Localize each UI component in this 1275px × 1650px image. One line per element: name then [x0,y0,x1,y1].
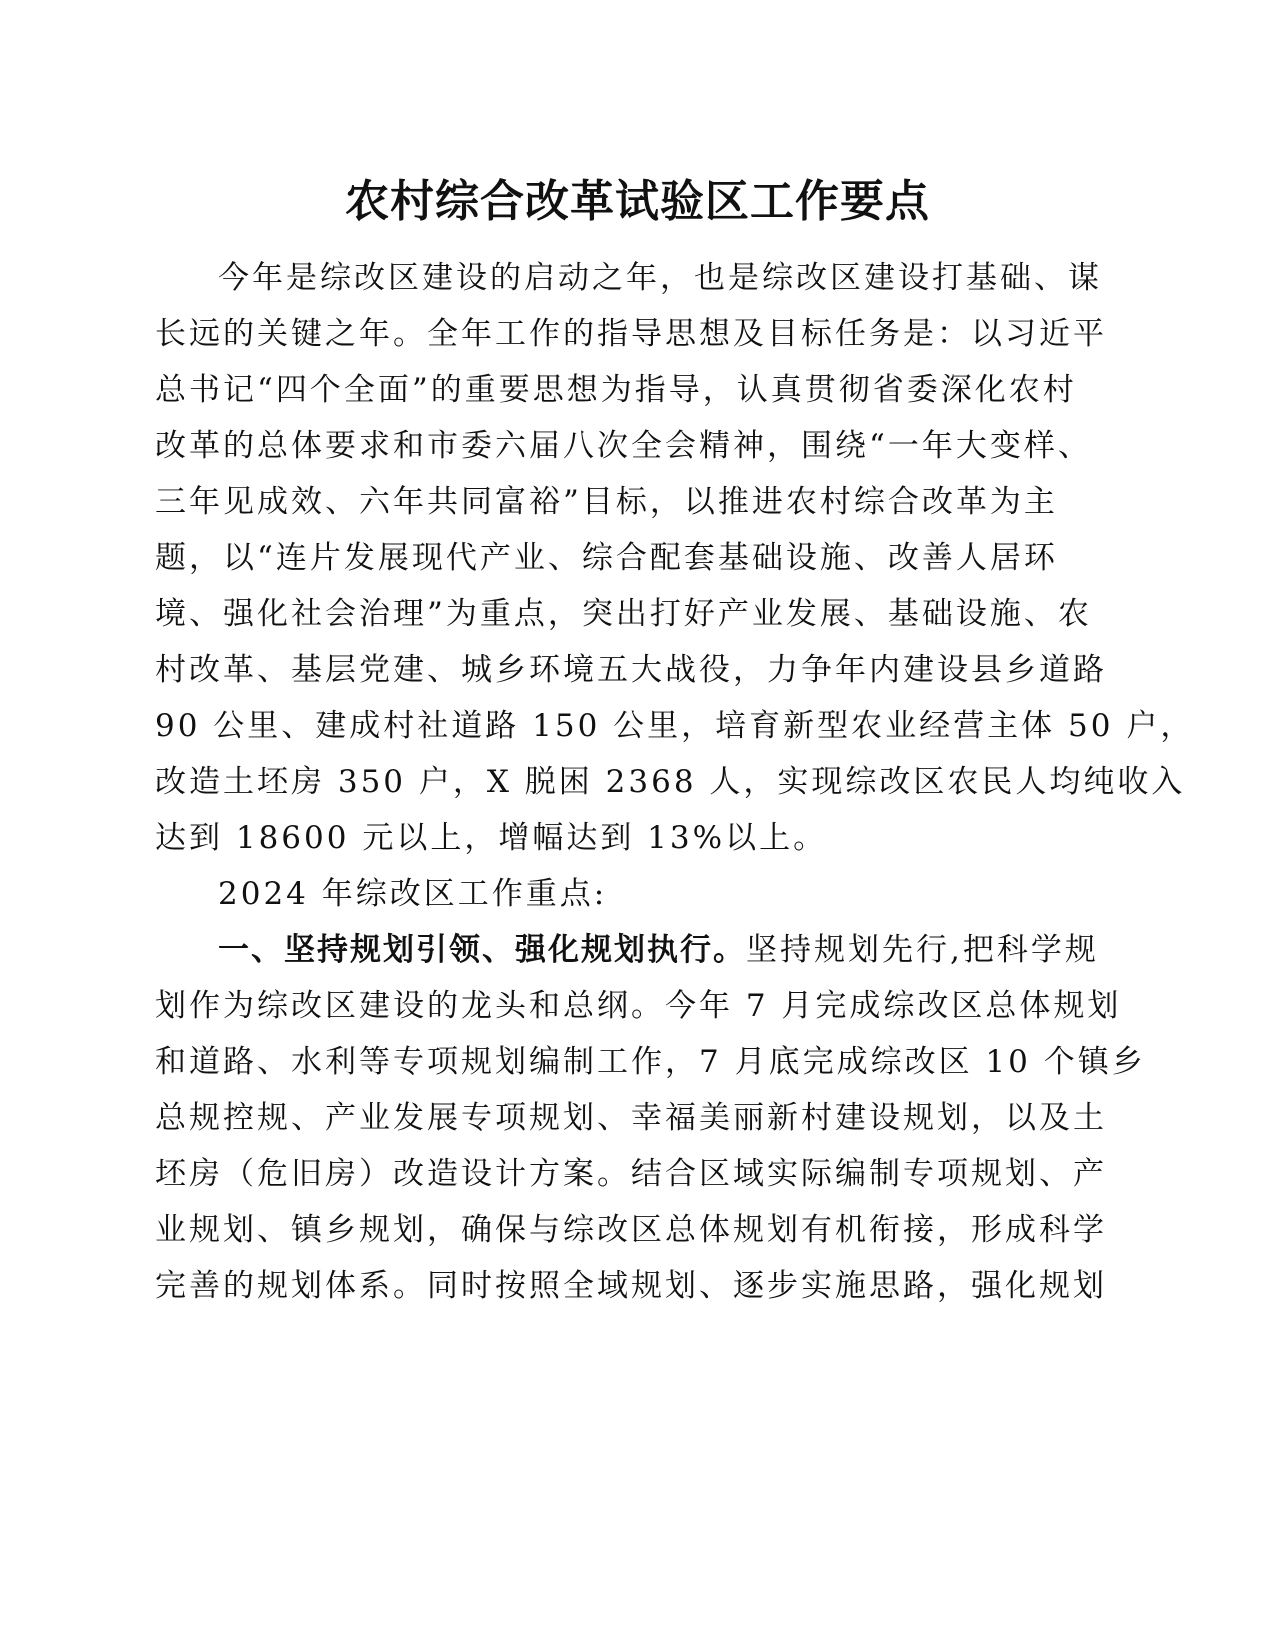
paragraph-line: 改造土坯房 350 户，X 脱困 2368 人，实现综改区农民人均纯收入 [155,764,1186,800]
paragraph-line: 长远的关键之年。全年工作的指导思想及目标任务是：以习近平 [155,316,1107,352]
focus-intro: 2024 年综改区工作重点: [218,876,608,912]
section-first-line [218,930,1099,970]
paragraph-line: 今年是综改区建设的启动之年，也是综改区建设打基础、谋 [218,260,1102,296]
paragraph-line: 总规控规、产业发展专项规划、幸福美丽新村建设规划，以及土 [155,1100,1107,1136]
document-title: 农村综合改革试验区工作要点 [345,176,930,227]
paragraph-line: 90 公里、建成村社道路 150 公里，培育新型农业经营主体 50 户， [155,708,1195,744]
paragraph-line: 和道路、水利等专项规划编制工作，7 月底完成综改区 10 个镇乡 [155,1044,1146,1080]
paragraph-line: 业规划、镇乡规划，确保与综改区总体规划有机衔接，形成科学 [155,1212,1107,1248]
paragraph-line: 三年见成效、六年共同富裕”目标，以推进农村综合改革为主 [155,484,1058,520]
paragraph-line: 村改革、基层党建、城乡环境五大战役，力争年内建设县乡道路 [155,652,1107,688]
section-heading: 一、坚持规划引领、强化规划执行。 [218,932,746,968]
paragraph-line: 划作为综改区建设的龙头和总纲。今年 7 月完成综改区总体规划 [155,988,1122,1024]
paragraph-line: 境、强化社会治理”为重点，突出打好产业发展、基础设施、农 [155,596,1092,632]
paragraph-line: 坯房（危旧房）改造设计方案。结合区域实际编制专项规划、产 [155,1156,1107,1192]
paragraph-line: 改革的总体要求和市委六届八次全会精神，围绕“一年大变样、 [155,428,1092,464]
paragraph-line: 完善的规划体系。同时按照全域规划、逐步实施思路，强化规划 [155,1268,1107,1304]
paragraph-line: 总书记“四个全面”的重要思想为指导，认真贯彻省委深化农村 [155,372,1077,408]
paragraph-line: 题，以“连片发展现代产业、综合配套基础设施、改善人居环 [155,540,1058,576]
section-text: 坚持规划先行,把科学规 [746,932,1099,968]
paragraph-line: 达到 18600 元以上，增幅达到 13%以上。 [155,820,828,856]
